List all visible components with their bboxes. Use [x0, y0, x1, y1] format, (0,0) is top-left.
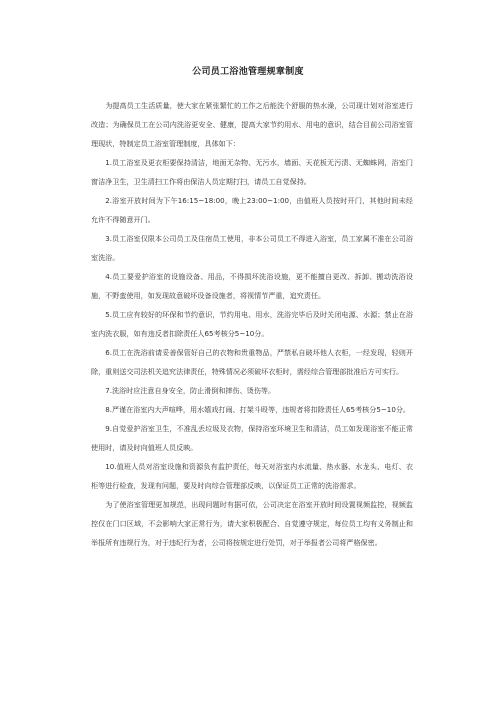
intro-paragraph: 为提高员工生活质量，使大家在紧张繁忙的工作之后能洗个舒服的热水澡，公司现计划对浴室进行改造；为确保员工在公司内洗浴更安全、健康，提高大家节约用水、用电的意识，结合目前公司浴室管理现状，特制定员工浴室管理制度，具体如下：: [91, 101, 413, 148]
rule-4-paragraph: 4.员工要爱护浴室的设施设备、用品，不得损坏洗浴设施，更不能擅自更改、拆卸、搬动洗浴设施，不野蛮使用，如发现故意破坏设备设施者，将视情节严重，追究责任。: [91, 272, 413, 300]
rule-10-paragraph: 10.值班人员对浴室设施和资源负有监护责任，每天对浴室内水流量、热水器、水龙头、电灯、衣柜等进行检查，发现有问题，要及时向综合管理部反映，以保证员工正常的洗浴需求。: [91, 462, 413, 490]
rule-1-paragraph: 1.员工浴室及更衣柜要保持清洁，地面无杂物、无污水，墙面、天花板无污渍、无蜘蛛网，浴室门窗洁净卫生，卫生清扫工作将由保洁人员定期打扫，请员工自觉保持。: [91, 158, 413, 186]
rule-6-paragraph: 6.员工在洗浴前请妥善保管好自己的衣物和贵重物品，严禁私自破坏他人衣柜，一经发现，轻则开除，重则送交司法机关追究法律责任，特殊情况必须破坏衣柜时，需经综合管理部批准后方可实行。: [91, 348, 413, 376]
rule-7-paragraph: 7.洗浴时应注意自身安全，防止滑倒和摔伤、烫伤等。: [105, 386, 276, 395]
document-body: [91, 96, 413, 552]
rule-5-paragraph: 5.员工应有较好的环保和节约意识，节约用电、用水，洗浴完毕后及时关闭电源、水源；禁止在浴室内洗衣服，如有违反者扣除责任人65考核分5~10分。: [91, 310, 413, 338]
rule-8-paragraph: 8.严谨在浴室内大声喧哗，用水嬉戏打闹、打架斗殴等，违规者将扣除责任人65考核分5~10分。: [105, 405, 411, 414]
document-title: 公司员工浴池管理规章制度: [192, 67, 304, 77]
rule-9-paragraph: 9.自觉爱护浴室卫生，不准乱丢垃圾及衣物，保持浴室环境卫生和清洁，员工如发现浴室不能正常使用时，请及时向值班人员反映。: [91, 424, 413, 452]
closing-paragraph: 为了使浴室管理更加规范，出现问题时有据可依，公司决定在浴室开放时间设置视频监控，视频监控仅在门口区域，不会影响大家正常行为，请大家积极配合、自觉遵守规定，每位员工均有义务制止和举报所有违规行为，对于违纪行为者，公司将按规定进行处罚，对于举报者公司将严格保密。: [91, 500, 413, 547]
rule-2-paragraph: 2.浴室开放时间为下午16:15~18:00，晚上23:00~1:00，由值班人员按时开门，其他时间未经允许不得随意开门。: [91, 196, 413, 224]
rule-3-paragraph: 3.员工浴室仅限本公司员工及住宿员工使用，非本公司员工不得进入浴室，员工家属不准在公司浴室洗浴。: [91, 234, 413, 262]
